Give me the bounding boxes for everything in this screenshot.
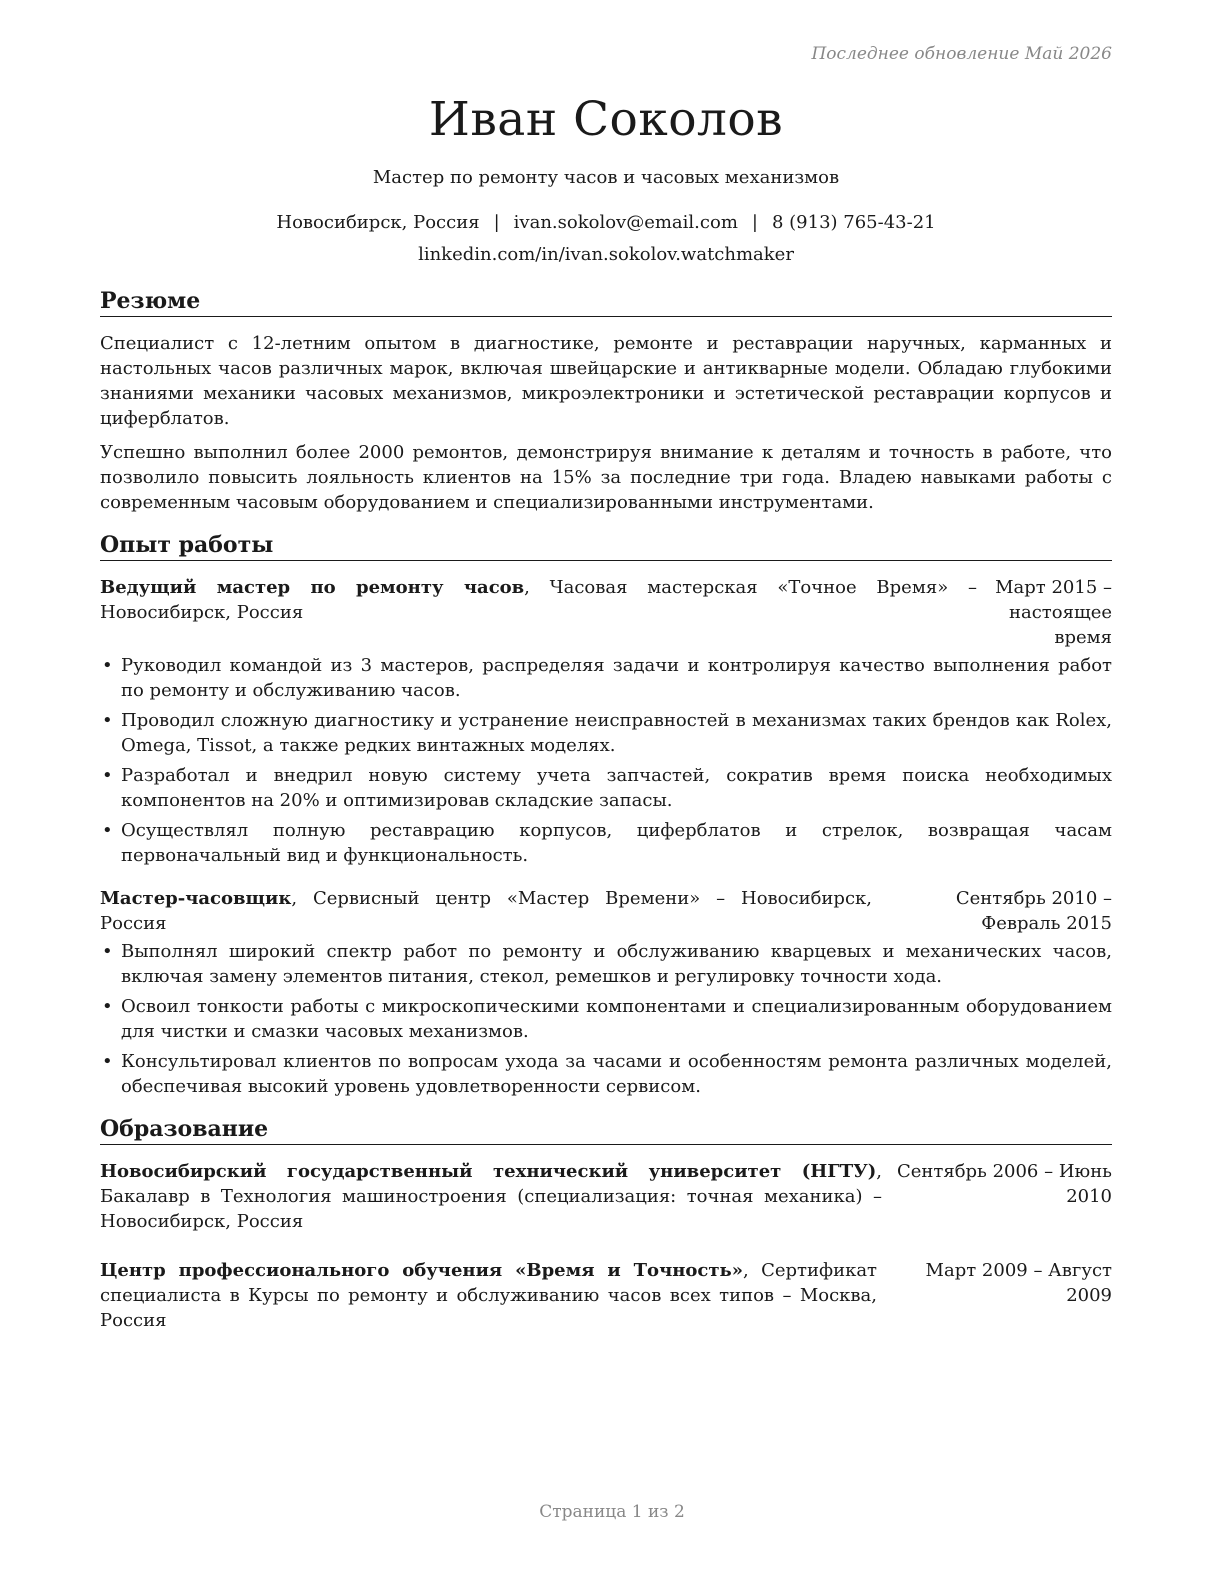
list-item: • Разработал и внедрил новую систему учета запчастей, сократив время поиска необходимых компонентов на 20% и оптимизировав складские запасы. bbox=[102, 765, 1112, 811]
job-org: , Сервисный центр «Мастер Времени» – Новосибирск, Россия bbox=[100, 888, 872, 934]
job-dates: Март 2015 – настоящее время bbox=[995, 577, 1112, 648]
job-bullets bbox=[100, 653, 1112, 868]
bullet-icon: • bbox=[102, 765, 113, 786]
degree-detail: , Сертификат специалиста в Курсы по ремонту и обслуживанию часов всех типов – Москва, Россия bbox=[100, 1260, 878, 1331]
education-school-detail bbox=[100, 1159, 882, 1234]
list-item: • Освоил тонкости работы с микроскопическими компонентами и специализированным оборудованием для чистки и смазки часовых механизмов. bbox=[102, 996, 1112, 1042]
degree-detail: , Бакалавр в Технология машиностроения (специализация: точная механика) – Новосибирск, Россия bbox=[100, 1161, 882, 1232]
linkedin-link[interactable]: linkedin.com/in/ivan.sokolov.watchmaker bbox=[418, 244, 794, 265]
separator: | bbox=[493, 212, 500, 233]
job-dates: Сентябрь 2010 – Февраль 2015 bbox=[955, 888, 1112, 934]
section-heading-education: Образование bbox=[100, 1115, 1112, 1145]
summary-paragraph: Специалист с 12-летним опытом в диагностике, ремонте и реставрации наручных, карманных и настольных часов различных марок, включая швейцарские и антикварные модели. Обладаю глубокими знаниями механики часовых механизмов, микроэлектроники и эстетической реставрации корпусов и циферблатов. bbox=[100, 333, 1112, 429]
summary-section bbox=[100, 287, 1112, 515]
section-heading-experience: Опыт работы bbox=[100, 531, 1112, 561]
job-org: , Часовая мастерская «Точное Время» – Новосибирск, Россия bbox=[100, 577, 977, 623]
last-updated-note: Последнее обновление Май 2026 bbox=[811, 44, 1112, 64]
bullet-icon: • bbox=[102, 655, 113, 676]
list-item: • Выполнял широкий спектр работ по ремонту и обслуживанию кварцевых и механических часов, включая замену элементов питания, стекол, ремешков и регулировку точности хода. bbox=[102, 941, 1112, 987]
school-name: Новосибирский государственный технический университет (НГТУ) bbox=[100, 1161, 877, 1182]
job-header bbox=[100, 886, 1112, 936]
page-number: Страница 1 из 2 bbox=[539, 1502, 685, 1522]
list-item: • Руководил командой из 3 мастеров, распределяя задачи и контролируя качество выполнения работ по ремонту и обслуживанию часов. bbox=[102, 655, 1112, 701]
job-role: Ведущий мастер по ремонту часов bbox=[100, 577, 525, 598]
location: Новосибирск, Россия bbox=[276, 212, 480, 233]
bullet-icon: • bbox=[102, 820, 113, 841]
bullet-icon: • bbox=[102, 996, 113, 1017]
job-title: Мастер по ремонту часов и часовых механизмов bbox=[372, 167, 840, 188]
summary-paragraph: Успешно выполнил более 2000 ремонтов, демонстрируя внимание к деталям и точность в работе, что позволило повысить лояльность клиентов на 15% за последние три года. Владею навыками работы с современным часовым оборудованием и специализированными инструментами. bbox=[100, 442, 1112, 513]
education-dates: Сентябрь 2006 – Июнь 2010 bbox=[896, 1161, 1112, 1207]
list-item: • Проводил сложную диагностику и устранение неисправностей в механизмах таких брендов как Rolex, Omega, Tissot, а также редких винтажных моделях. bbox=[102, 710, 1112, 756]
education-entry bbox=[100, 1159, 1112, 1234]
school-name: Центр профессионального обучения «Время и Точность» bbox=[100, 1260, 744, 1281]
education-section bbox=[100, 1115, 1112, 1333]
resume-page bbox=[100, 40, 1112, 1333]
contact-line bbox=[100, 211, 1112, 235]
email-link[interactable]: ivan.sokolov@email.com bbox=[513, 212, 738, 233]
education-entry bbox=[100, 1258, 1112, 1333]
education-school-detail bbox=[100, 1258, 877, 1333]
separator: | bbox=[751, 212, 758, 233]
bullet-icon: • bbox=[102, 710, 113, 731]
phone: 8 (913) 765-43-21 bbox=[771, 212, 936, 233]
job-bullets bbox=[100, 939, 1112, 1099]
job-role: Мастер-часовщик bbox=[100, 888, 292, 909]
experience-section bbox=[100, 531, 1112, 1099]
education-dates: Март 2009 – Август 2009 bbox=[925, 1260, 1112, 1306]
job-header bbox=[100, 575, 1112, 650]
bullet-icon: • bbox=[102, 941, 113, 962]
list-item: • Осуществлял полную реставрацию корпусов, циферблатов и стрелок, возвращая часам первоначальный вид и функциональность. bbox=[102, 820, 1112, 866]
bullet-icon: • bbox=[102, 1051, 113, 1072]
job-role-org bbox=[100, 575, 977, 650]
person-name: Иван Соколов bbox=[428, 92, 784, 147]
job-role-org bbox=[100, 886, 872, 936]
section-heading-summary: Резюме bbox=[100, 287, 1112, 317]
job-entry bbox=[100, 575, 1112, 868]
job-entry bbox=[100, 886, 1112, 1099]
list-item: • Консультировал клиентов по вопросам ухода за часами и особенностям ремонта различных моделей, обеспечивая высокий уровень удовлетворенности сервисом. bbox=[102, 1051, 1112, 1097]
